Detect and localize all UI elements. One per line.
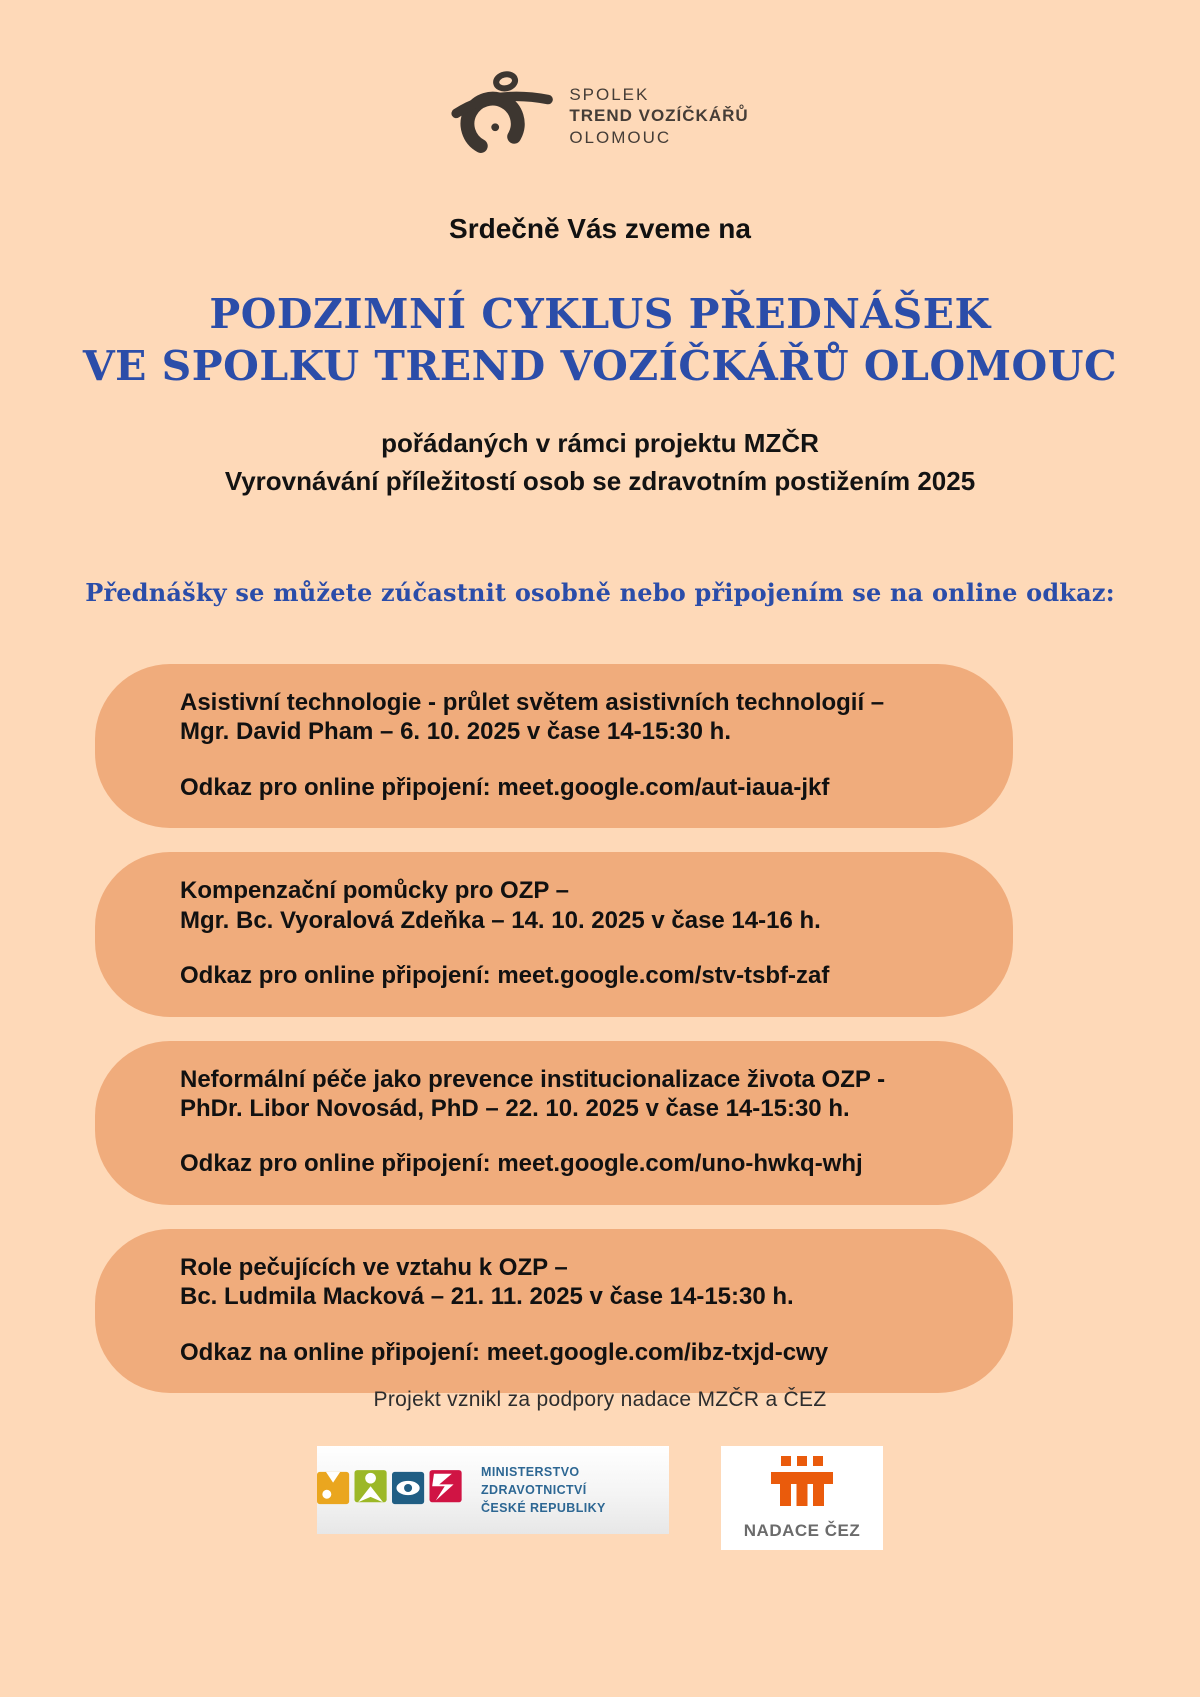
- support-credit: Projekt vznikl za podpory nadace MZČR a ČEZ: [373, 1388, 827, 1411]
- cez-logo-label: NADACE ČEZ: [743, 1520, 861, 1540]
- subtitle-line1: pořádaných v rámci projektu MZČR: [381, 428, 819, 458]
- lecture-card-4: [95, 1229, 1013, 1393]
- subtitle: [0, 425, 1200, 500]
- lecture-card-1: [95, 664, 1013, 828]
- lecture-title-line2: Mgr. David Pham – 6. 10. 2025 v čase 14-15:30 h.: [180, 718, 731, 746]
- page-title-line2: VE SPOLKU TREND VOZÍČKÁŘŮ OLOMOUC: [82, 342, 1118, 391]
- ministry-logo-line1: MINISTERSTVO ZDRAVOTNICTVÍ: [481, 1464, 587, 1497]
- lecture-title-line1: Role pečujících ve vztahu k OZP –: [180, 1253, 568, 1281]
- lecture-online-link[interactable]: Odkaz pro online připojení: meet.google.com/aut-iaua-jkf: [180, 773, 830, 801]
- lecture-list: [95, 664, 1013, 1393]
- lecture-card-2: [95, 852, 1013, 1016]
- org-logo-line2: TREND VOZÍČKÁŘŮ: [569, 106, 749, 126]
- lecture-title: [180, 688, 973, 747]
- org-logo-text: [569, 84, 748, 148]
- subtitle-line2: Vyrovnávání příležitostí osob se zdravotním postižením 2025: [224, 465, 976, 496]
- lecture-title-line1: Kompenzační pomůcky pro OZP –: [180, 877, 569, 905]
- invite-line: Srdečně Vás zveme na: [449, 213, 751, 244]
- lecture-title: [180, 1253, 973, 1312]
- lecture-title: [180, 1065, 973, 1124]
- lecture-online-link[interactable]: Odkaz pro online připojení: meet.google.com/stv-tsbf-zaf: [180, 961, 830, 989]
- lecture-title-line1: Neformální péče jako prevence institucionalizace života OZP -: [180, 1065, 886, 1093]
- lecture-title-line1: Asistivní technologie - průlet světem asistivních technologií –: [180, 689, 885, 716]
- lecture-title: [180, 876, 973, 935]
- ministry-glyphs-icon: [317, 1470, 467, 1511]
- org-logo-line1: SPOLEK: [569, 85, 650, 105]
- lecture-title-line2: PhDr. Libor Novosád, PhD – 22. 10. 2025 v čase 14-15:30 h.: [180, 1094, 850, 1122]
- lecture-title-line2: Bc. Ludmila Macková – 21. 11. 2025 v čase 14-15:30 h.: [180, 1283, 794, 1311]
- nadace-cez-logo: [721, 1446, 883, 1550]
- org-logo: [0, 68, 1200, 164]
- page-title: [0, 288, 1200, 393]
- lecture-card-3: [95, 1041, 1013, 1205]
- cez-bridge-icon: [769, 1456, 835, 1513]
- ministry-logo-text: [481, 1463, 669, 1517]
- ministry-of-health-logo: [317, 1446, 669, 1534]
- sponsor-logos: [0, 1446, 1200, 1550]
- lecture-online-link[interactable]: Odkaz na online připojení: meet.google.com/ibz-txjd-cwy: [180, 1338, 829, 1366]
- wheelchair-icon: [451, 68, 555, 164]
- ministry-logo-line2: ČESKÉ REPUBLIKY: [481, 1501, 606, 1516]
- lecture-online-link[interactable]: Odkaz pro online připojení: meet.google.com/uno-hwkq-whj: [180, 1150, 863, 1178]
- org-logo-line3: OLOMOUC: [569, 127, 672, 147]
- lecture-title-line2: Mgr. Bc. Vyoralová Zdeňka – 14. 10. 2025 v čase 14-16 h.: [180, 906, 821, 934]
- participation-note: Přednášky se můžete zúčastnit osobně nebo připojením se na online odkaz:: [85, 578, 1115, 607]
- page-title-line1: PODZIMNÍ CYKLUS PŘEDNÁŠEK: [209, 290, 991, 338]
